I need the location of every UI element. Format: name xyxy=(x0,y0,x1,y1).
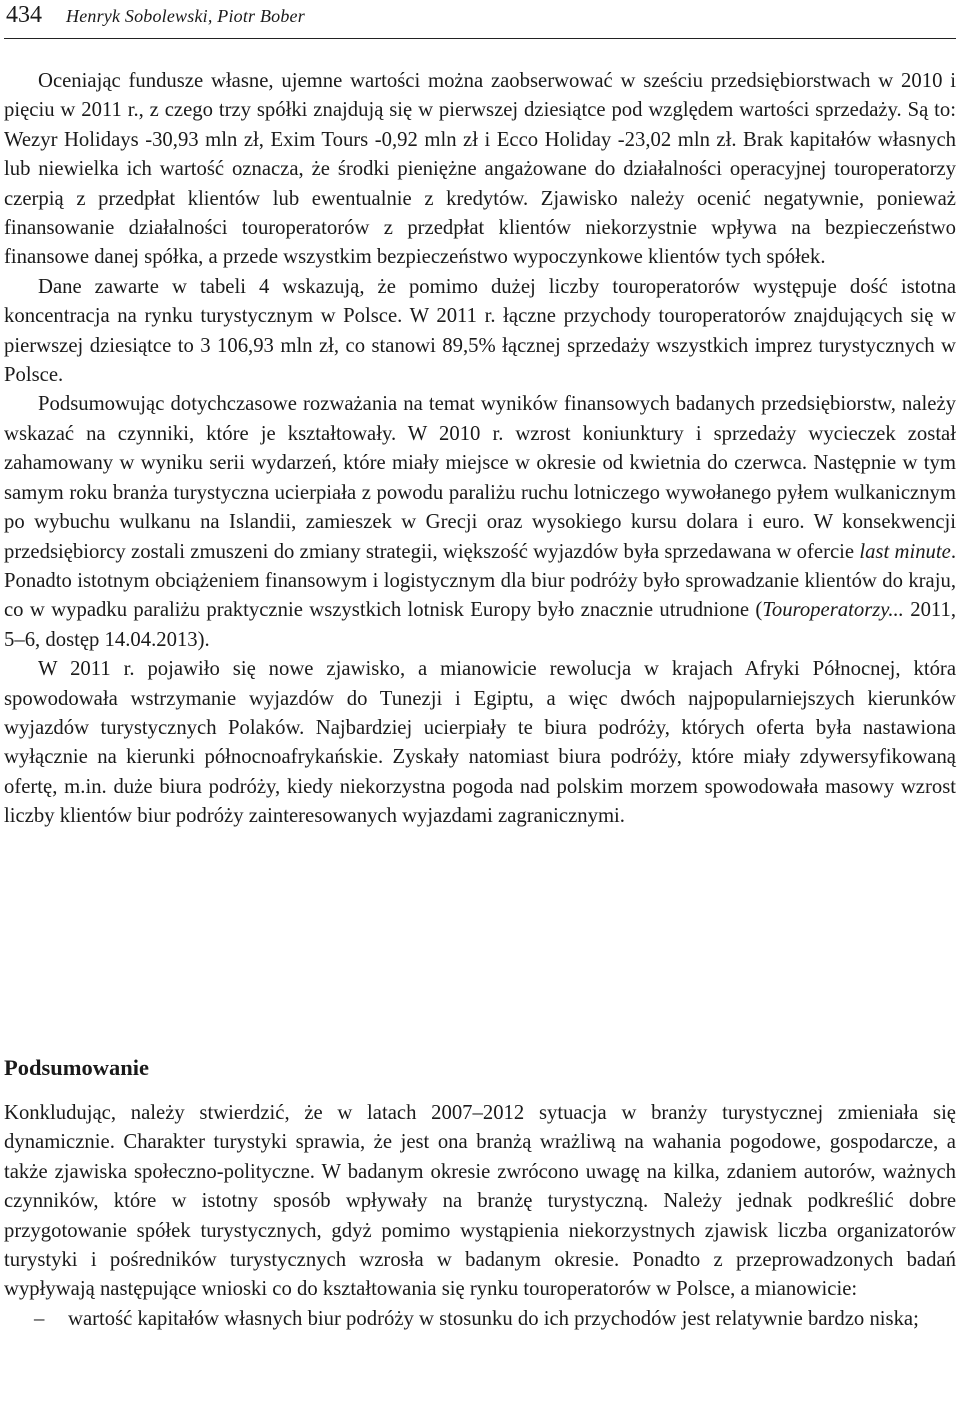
running-head-authors: Henryk Sobolewski, Piotr Bober xyxy=(66,6,305,26)
body-paragraph xyxy=(4,390,956,655)
conclusion-paragraph: Konkludując, należy stwierdzić, że w latach 2007–2012 sytuacja w branży turystycznej zmieniała się dynamicznie. Charakter turystyki sprawia, że jest ona branżą wrażliwą na wahania pogodowe, gospodarcze, a także zjawiska społeczno-polityczne. W badanym okresie zwrócono uwagę na kilka, zdaniem autorów, ważnych czynników, które w istotny sposób wpływały na branżę turystyczną. Należy jednak podkreślić dobre przygotowanie spółek turystycznych, gdyż pomimo wystąpienia niekorzystnych zjawisk liczba organizatorów turystyki i pośredników turystycznych wzrosła w badanym okresie. Ponadto z przeprowadzonych badań wypływają następujące wnioski co do kształtowania się rynku touroperatorów w Polsce, a mianowicie: xyxy=(4,1102,956,1301)
body-paragraph xyxy=(4,273,956,391)
text-run: . Ponadto istotnym obciążeniem finansowym i logistycznym dla biur podróży było sprowadzanie klientów do kraju, co w wypadku paraliżu praktycznie wszystkich lotnisk Europy było znacznie utrudnione ( xyxy=(4,540,956,622)
conclusion-list xyxy=(4,1305,956,1334)
body-paragraph xyxy=(4,67,956,273)
list-dash: – xyxy=(34,1307,45,1330)
body-paragraph xyxy=(4,655,956,831)
page-header xyxy=(4,0,956,39)
italic-text: last minute xyxy=(859,540,951,563)
text-run: 2011, 5–6, dostęp 14.04.2013). xyxy=(4,599,957,651)
text-run: Oceniając fundusze własne, ujemne wartości można zaobserwować w sześciu przedsiębiorstwach w 2010 i pięciu w 2011 r., z czego trzy spółki znajdują się w pierwszej dziesiątce pod względem wartości sprzedaży. Są to: Wezyr Holidays -30,93 mln zł, Exim Tours -0,92 mln zł i Ecco Holiday -23,02 mln zł. Brak kapitałów własnych lub niewielka ich wartość oznacza, że środki pieniężne angażowane do działalności operacyjnej touroperatorzy czerpią z przedpłat klientów lub ewentualnie z kredytów. Zjawisko należy ocenić negatywnie, ponieważ finansowanie działalności touroperatorów z przedpłat klientów niekorzystnie wpływa na bezpieczeństwo finansowe danej spółka, a przede wszystkim bezpieczeństwo wypoczynkowe klientów tych spółek. xyxy=(4,70,956,269)
text-run: W 2011 r. pojawiło się nowe zjawisko, a mianowicie rewolucja w krajach Afryki Północnej, która spowodowała wstrzymanie wyjazdów do Tunezji i Egiptu, a więc dwóch najpopularniejszych kierunków wyjazdów turystycznych Polaków. Najbardziej ucierpiały te biura podróży, których oferta była nastawiona wyłącznie na kierunki północnoafrykańskie. Zyskały natomiast biura podróży, które miały zdywersyfikowaną ofertę, m.in. duże biura podróży, kiedy niekorzystna pogoda nad polskim morzem spowodowała masowy wzrost liczby klientów biur podróży zainteresowanych wyjazdami zagranicznymi. xyxy=(4,658,956,828)
text-run: Podsumowując dotychczasowe rozważania na temat wyników finansowych badanych przedsiębiorstw, należy wskazać na czynniki, które je kształtowały. W 2010 r. wzrost koniunktury i sprzedaży wycieczek został zahamowany w wyniku serii wydarzeń, które miały miejsce w okresie od kwietnia do czerwca. Następnie w tym samym roku branża turystyczna ucierpiała z powodu paraliżu ruchu lotniczego wywołanego pyłem wulkanicznym po wybuchu wulkanu na Islandii, zamieszek w Grecji oraz wysokiego kursu dolara i euro. W konsekwencji przedsiębiorcy zostali zmuszeni do zmiany strategii, większość wyjazdów była sprzedawana w ofercie xyxy=(4,393,956,563)
conclusion-block xyxy=(4,1099,956,1334)
body-text xyxy=(4,67,956,832)
list-item xyxy=(4,1305,956,1334)
page-number: 434 xyxy=(6,2,42,28)
list-item-text: wartość kapitałów własnych biur podróży w stosunku do ich przychodów jest relatywnie bardzo niska; xyxy=(68,1307,919,1330)
section-heading: Podsumowanie xyxy=(4,1055,150,1080)
italic-text: Touroperatorzy... xyxy=(762,599,904,622)
text-run: Dane zawarte w tabeli 4 wskazują, że pomimo dużej liczby touroperatorów występuje dość istotna koncentracja na rynku turystycznym w Polsce. W 2011 r. łączne przychody touroperatorów znajdujących się w pierwszej dziesiątce to 3 106,93 mln zł, co stanowi 89,5% łącznej sprzedaży wszystkich imprez turystycznych w Polsce. xyxy=(4,275,956,387)
